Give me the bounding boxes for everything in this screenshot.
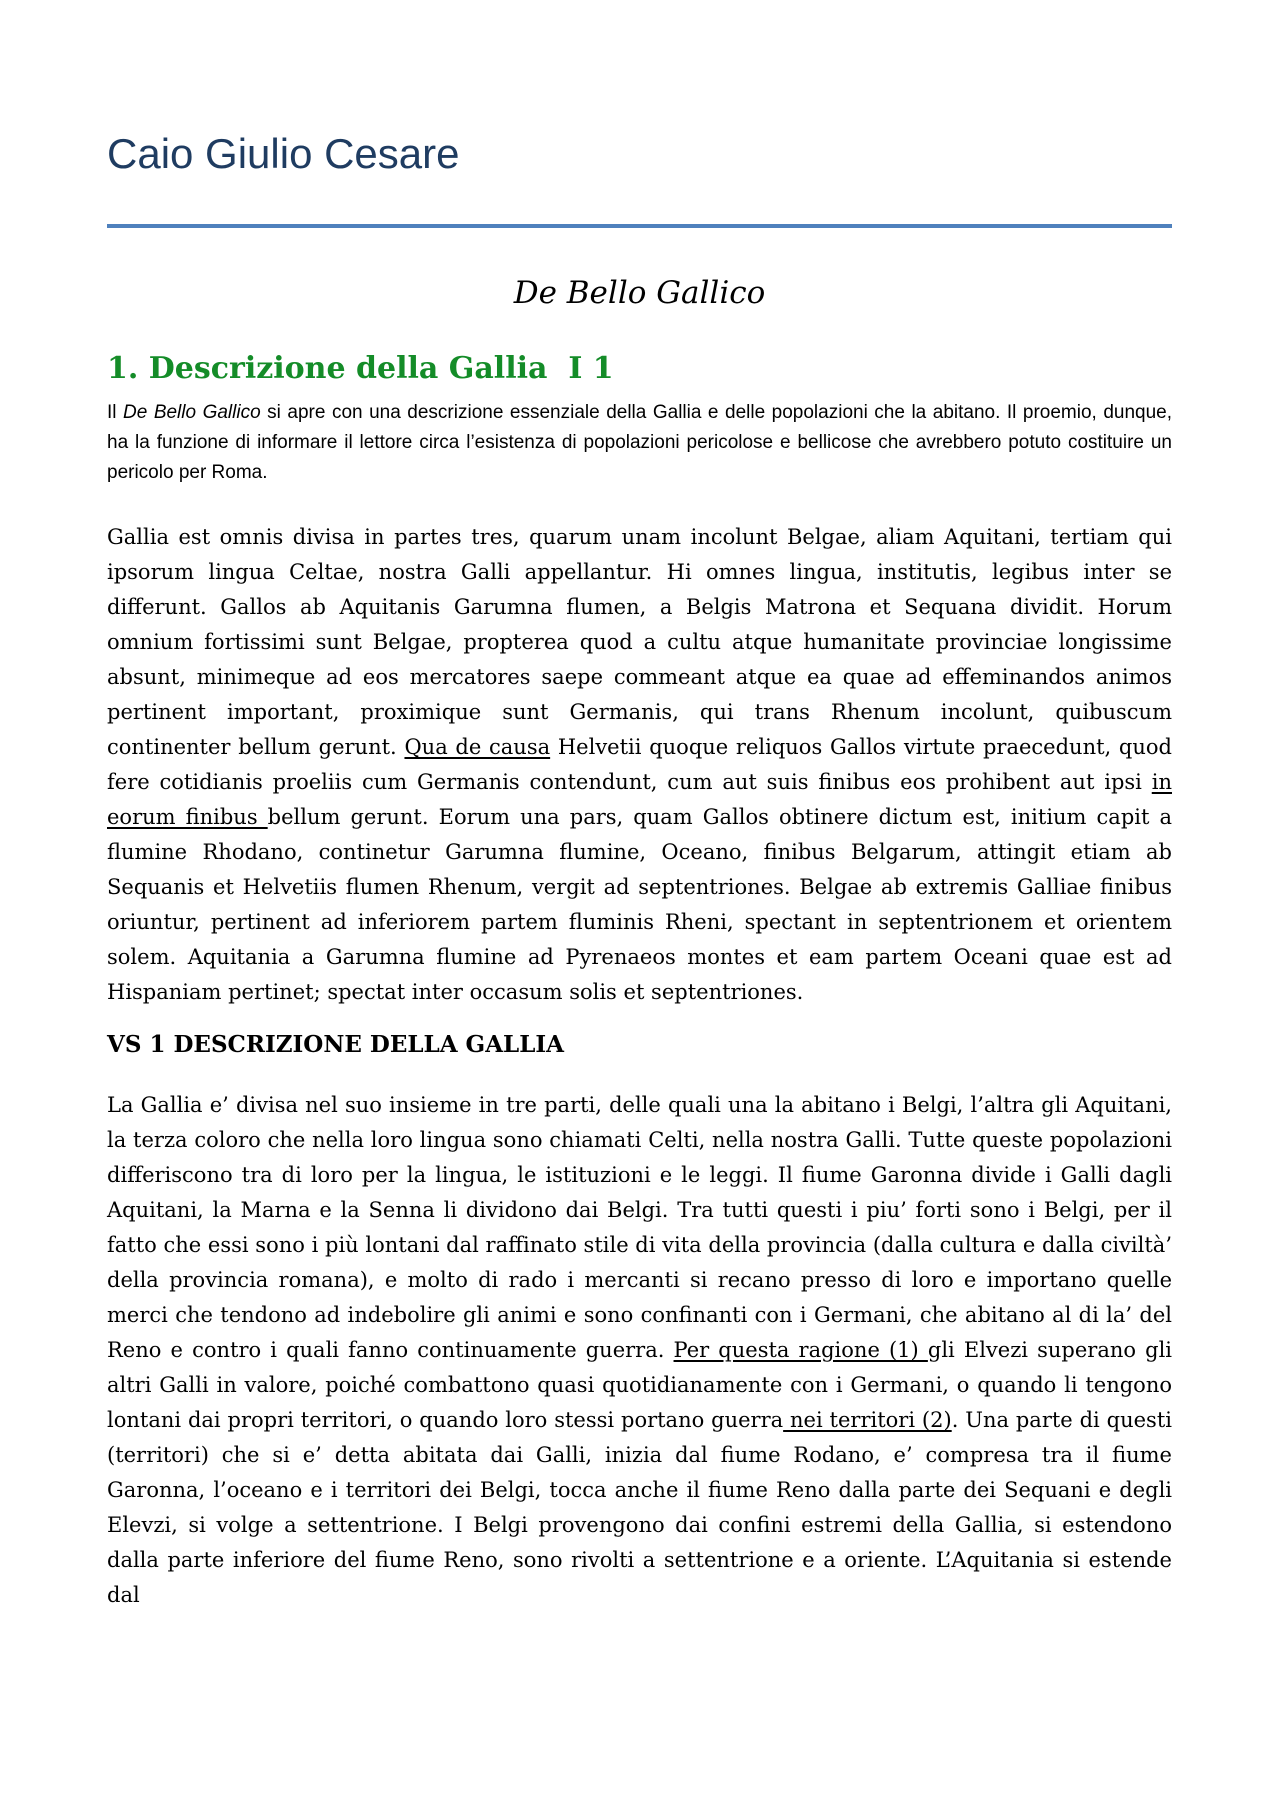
translation-heading: VS 1 DESCRIZIONE DELLA GALLIA xyxy=(107,1031,564,1058)
section-heading-descrizione-gallia: 1. Descrizione della Gallia I 1 xyxy=(107,351,614,386)
latin-text-paragraph: Gallia est omnis divisa in partes tres, quarum unam incolunt Belgae, aliam Aquitani, tertiam qui ipsorum lingua Celtae, nostra Galli appellantur. Hi omnes lingua, institutis, legibus inter se differunt. Gallos ab Aquitanis Garumna flumen, a Belgis Matrona et Sequana dividit. Horum omnium fortissimi sunt Belgae, propterea quod a cultu atque humanitate provinciae longissime absunt, minimeque ad eos mercatores saepe commeant atque ea quae ad effeminandos animos pertinent important, proximique sunt Germanis, qui trans Rhenum incolunt, quibuscum continenter bellum gerunt. Qua de causa Helvetii quoque reliquos Gallos virtute praecedunt, quod fere cotidianis proeliis cum Germanis contendunt, cum aut suis finibus eos prohibent aut ipsi in eorum finibus bellum gerunt. Eorum una pars, quam Gallos obtinere dictum est, initium capit a flumine Rhodano, continetur Garumna flumine, Oceano, finibus Belgarum, attingit etiam ab Sequanis et Helvetiis flumen Rhenum, vergit ad septentriones. Belgae ab extremis Galliae finibus oriuntur, pertinent ad inferiorem partem fluminis Rheni, spectant in septentrionem et orientem solem. Aquitania a Garumna flumine ad Pyrenaeos montes et eam partem Oceani quae est ad Hispaniam pertinet; spectat inter occasum solis et septentriones. xyxy=(107,525,1172,1004)
translation-paragraph: La Gallia e’ divisa nel suo insieme in tre parti, delle quali una la abitano i Belgi, l’altra gli Aquitani, la terza coloro che nella loro lingua sono chiamati Celti, nella nostra Galli. Tutte queste popolazioni differiscono tra di loro per la lingua, le istituzioni e le leggi. Il fiume Garonna divide i Galli dagli Aquitani, la Marna e la Senna li dividono dai Belgi. Tra tutti questi i piu’ forti sono i Belgi, per il fatto che essi sono i più lontani dal raffinato stile di vita della provincia (dalla cultura e dalla civiltà’ della provincia romana), e molto di rado i mercanti si recano presso di loro e importano quelle merci che tendono ad indebolire gli animi e sono confinanti con i Germani, che abitano al di la’ del Reno e contro i quali fanno continuamente guerra. Per questa ragione (1) gli Elvezi superano gli altri Galli in valore, poiché combattono quasi quotidianamente con i Germani, o quando li tengono lontani dai propri territori, o quando loro stessi portano guerra nei territori (2). Una parte di questi (territori) che si e’ detta abitata dai Galli, inizia dal fiume Rodano, e’ compresa tra il fiume Garonna, l’oceano e i territori dei Belgi, tocca anche il fiume Reno dalla parte dei Sequani e degli Elevzi, si volge a settentrione. I Belgi provengono dai confini estremi della Gallia, si estendono dalla parte inferiore del fiume Reno, sono rivolti a settentrione e a oriente. L’Aquitania si estende dal xyxy=(107,1093,1173,1607)
document-subtitle: De Bello Gallico xyxy=(513,275,766,311)
intro-paragraph: Il De Bello Gallico si apre con una descrizione essenziale della Gallia e delle popolazioni che la abitano. Il proemio, dunque, ha la funzione di informare il lettore circa l’esistenza di popolazioni pericolose e bellicose che avrebbero potuto costituire un pericolo per Roma. xyxy=(107,402,1173,483)
document-title: Caio Giulio Cesare xyxy=(107,130,460,177)
title-rule xyxy=(107,224,1172,228)
